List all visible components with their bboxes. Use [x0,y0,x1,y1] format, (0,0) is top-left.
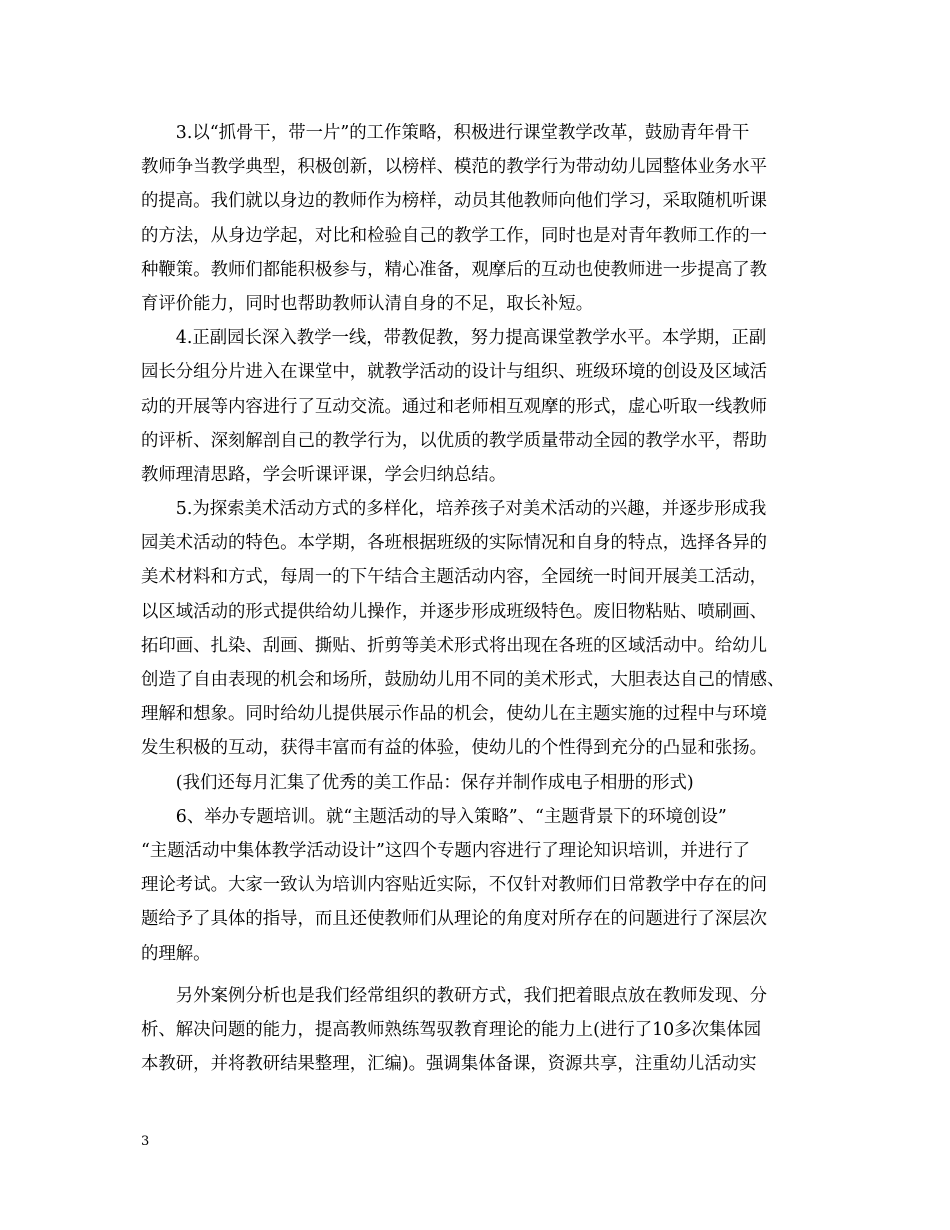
text-line: 4.正副园长深入教学一线，带教促教，努力提高课堂教学水平。本学期，正副 [141,328,767,349]
text-line: 6、举办专题培训。就“主题活动的导入策略”、“主题背景下的环境创设” [141,806,727,827]
text-line: 的理解。 [141,943,211,964]
text-line: 本教研，并将教研结果整理，汇编)。强调集体备课，资源共享，注重幼儿活动实 [141,1054,757,1075]
text-line: 5.为探索美术活动方式的多样化，培养孩子对美术活动的兴趣，并逐步形成我 [141,499,767,520]
text-line: 教师理清思路，学会听课评课，学会归纳总结。 [141,464,507,485]
text-line: 的方法，从身边学起，对比和检验自己的教学工作，同时也是对青年教师工作的一 [141,225,768,246]
text-line: 以区域活动的形式提供给幼儿操作，并逐步形成班级特色。废旧物粘贴、喷刷画、 [141,601,768,622]
text-line: 理解和想象。同时给幼儿提供展示作品的机会，使幼儿在主题实施的过程中与环境 [141,704,768,725]
text-line: 动的开展等内容进行了互动交流。通过和老师相互观摩的形式，虚心听取一线教师 [141,396,768,417]
text-line: 育评价能力，同时也帮助教师认清自身的不足，取长补短。 [141,293,594,314]
document-body [141,116,826,1081]
text-line: 创造了自由表现的机会和场所，鼓励幼儿用不同的美术形式，大胆表达自己的情感、 [141,670,785,690]
text-line: 另外案例分析也是我们经常组织的教研方式，我们把着眼点放在教师发现、分 [141,985,768,1006]
text-line: 题给予了具体的指导，而且还使教师们从理论的角度对所存在的问题进行了深层次 [141,909,768,930]
text-line: 发生积极的互动，获得丰富而有益的体验，使幼儿的个性得到充分的凸显和张扬。 [141,738,768,759]
text-line: 的评析、深刻解剖自己的教学行为，以优质的教学质量带动全园的教学水平，帮助 [141,430,768,451]
text-line: 教师争当教学典型，积极创新，以榜样、模范的教学行为带动幼儿园整体业务水平 [141,157,768,178]
text-line: 的提高。我们就以身边的教师作为榜样，动员其他教师向他们学习，采取随机听课 [141,191,768,212]
text-line: 3.以“抓骨干，带一片”的工作策略，积极进行课堂教学改革，鼓励青年骨干 [141,123,750,143]
page-number: 3 [141,1134,150,1149]
text-line: 园美术活动的特色。本学期，各班根据班级的实际情况和自身的特点，选择各异的 [141,533,768,554]
text-line: “主题活动中集体教学活动设计”这四个专题内容进行了理论知识培训，并进行了 [141,840,751,861]
text-line: 理论考试。大家一致认为培训内容贴近实际，不仅针对教师们日常教学中存在的问 [141,875,768,896]
text-line: 园长分组分片进入在课堂中，就教学活动的设计与组织、班级环境的创设及区域活 [141,362,768,383]
text-line: 种鞭策。教师们都能积极参与，精心准备，观摩后的互动也使教师进一步提高了教 [141,259,768,280]
text-line: 美术材料和方式，每周一的下午结合主题活动内容，全园统一时间开展美工活动， [141,567,768,588]
text-line: 析、解决问题的能力，提高教师熟练驾驭教育理论的能力上(进行了10多次集体园 [141,1019,762,1040]
text-line: (我们还每月汇集了优秀的美工作品：保存并制作成电子相册的形式) [141,772,694,793]
text-line: 拓印画、扎染、刮画、撕贴、折剪等美术形式将出现在各班的区域活动中。给幼儿 [141,635,768,656]
paragraph-gap [141,971,826,979]
